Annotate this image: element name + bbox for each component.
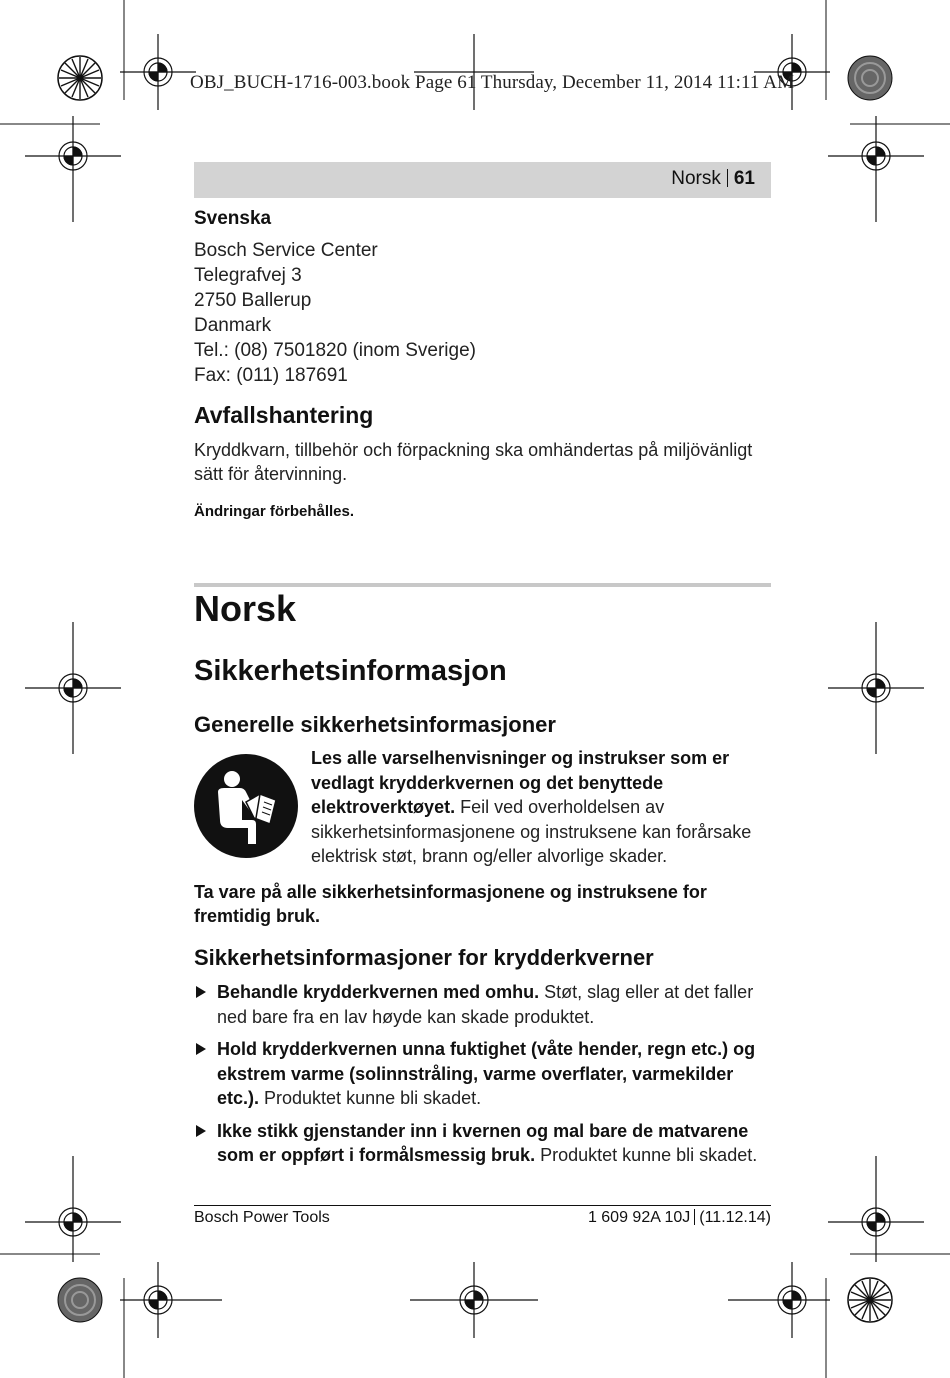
list-item [194,1119,771,1168]
address-line: Telegrafvej 3 [194,265,302,286]
address-line: Danmark [194,315,272,336]
address-block [194,238,771,388]
address-line: Tel.: (08) 7501820 (inom Sverige) [194,340,476,361]
changes-note: Ändringar förbehålles. [194,503,355,520]
page-header [194,162,771,198]
address-line: Fax: (011) 187691 [194,365,348,386]
footer-brand: Bosch Power Tools [194,1209,330,1226]
grinder-safety-title: Sikkerhetsinformasjoner for krydderkverner [194,945,654,970]
disposal-title: Avfallshantering [194,402,374,428]
bullet-bold: Behandle krydderkvernen med omhu. [217,982,540,1002]
general-safety-title: Generelle sikkerhetsinformasjoner [194,712,556,737]
header-text [671,168,755,190]
footer-rule [194,1205,771,1206]
triangle-bullet-icon [196,1125,206,1137]
footer-doc-info [588,1209,771,1227]
svenska-title: Svenska [194,208,272,229]
footer-code: 1 609 92A 10J [587,1209,691,1226]
disposal-text: Kryddkvarn, tillbehör och förpackning ska omhändertas på miljövänligt sätt för återvinning. [194,440,753,484]
grinder-safety-list [194,980,771,1176]
header-section: Norsk [671,168,721,189]
bullet-text: Støt, slag eller at det faller ned bare fra en lav høyde kan skade produktet. [217,982,754,1027]
page-number: 61 [733,168,755,189]
general-warning [311,746,771,869]
section-rule [194,583,771,587]
section-title: Sikkerhetsinformasjon [194,655,507,687]
bullet-bold: Ikke stikk gjenstander inn i kvernen og mal bare de matvarene som er oppført i formålsmessig bruk. [217,1120,749,1165]
list-item [194,980,771,1029]
bullet-text: Produktet kunne bli skadet. [535,1145,758,1165]
language-title: Norsk [194,588,297,629]
bullet-text: Produktet kunne bli skadet. [259,1088,482,1108]
read-manual-icon [194,754,298,858]
footer-date: (11.12.14) [699,1209,771,1226]
warning-bold: Les alle varselhenvisninger og instrukser som er vedlagt krydderkvernen og det benyttede elektroverktøyet. [311,748,730,817]
address-line: 2750 Ballerup [194,290,312,311]
bullet-bold: Hold krydderkvernen unna fuktighet (våte hender, regn etc.) og ekstrem varme (solinnstråling, varme overflater, varmekilder etc.). [217,1039,756,1108]
keep-instructions-note: Ta vare på alle sikkerhetsinformasjonene og instruksene for fremtidig bruk. [194,882,707,926]
list-item [194,1037,771,1111]
book-slug: OBJ_BUCH-1716-003.book Page 61 Thursday, December 11, 2014 11:11 AM [190,72,795,93]
address-line: Bosch Service Center [194,240,378,261]
triangle-bullet-icon [196,986,206,998]
warning-text: Feil ved overholdelsen av sikkerhetsinformasjonene og instruksene kan forårsake elektrisk støt, brann og/eller alvorlige skader. [311,797,752,866]
triangle-bullet-icon [196,1043,206,1055]
